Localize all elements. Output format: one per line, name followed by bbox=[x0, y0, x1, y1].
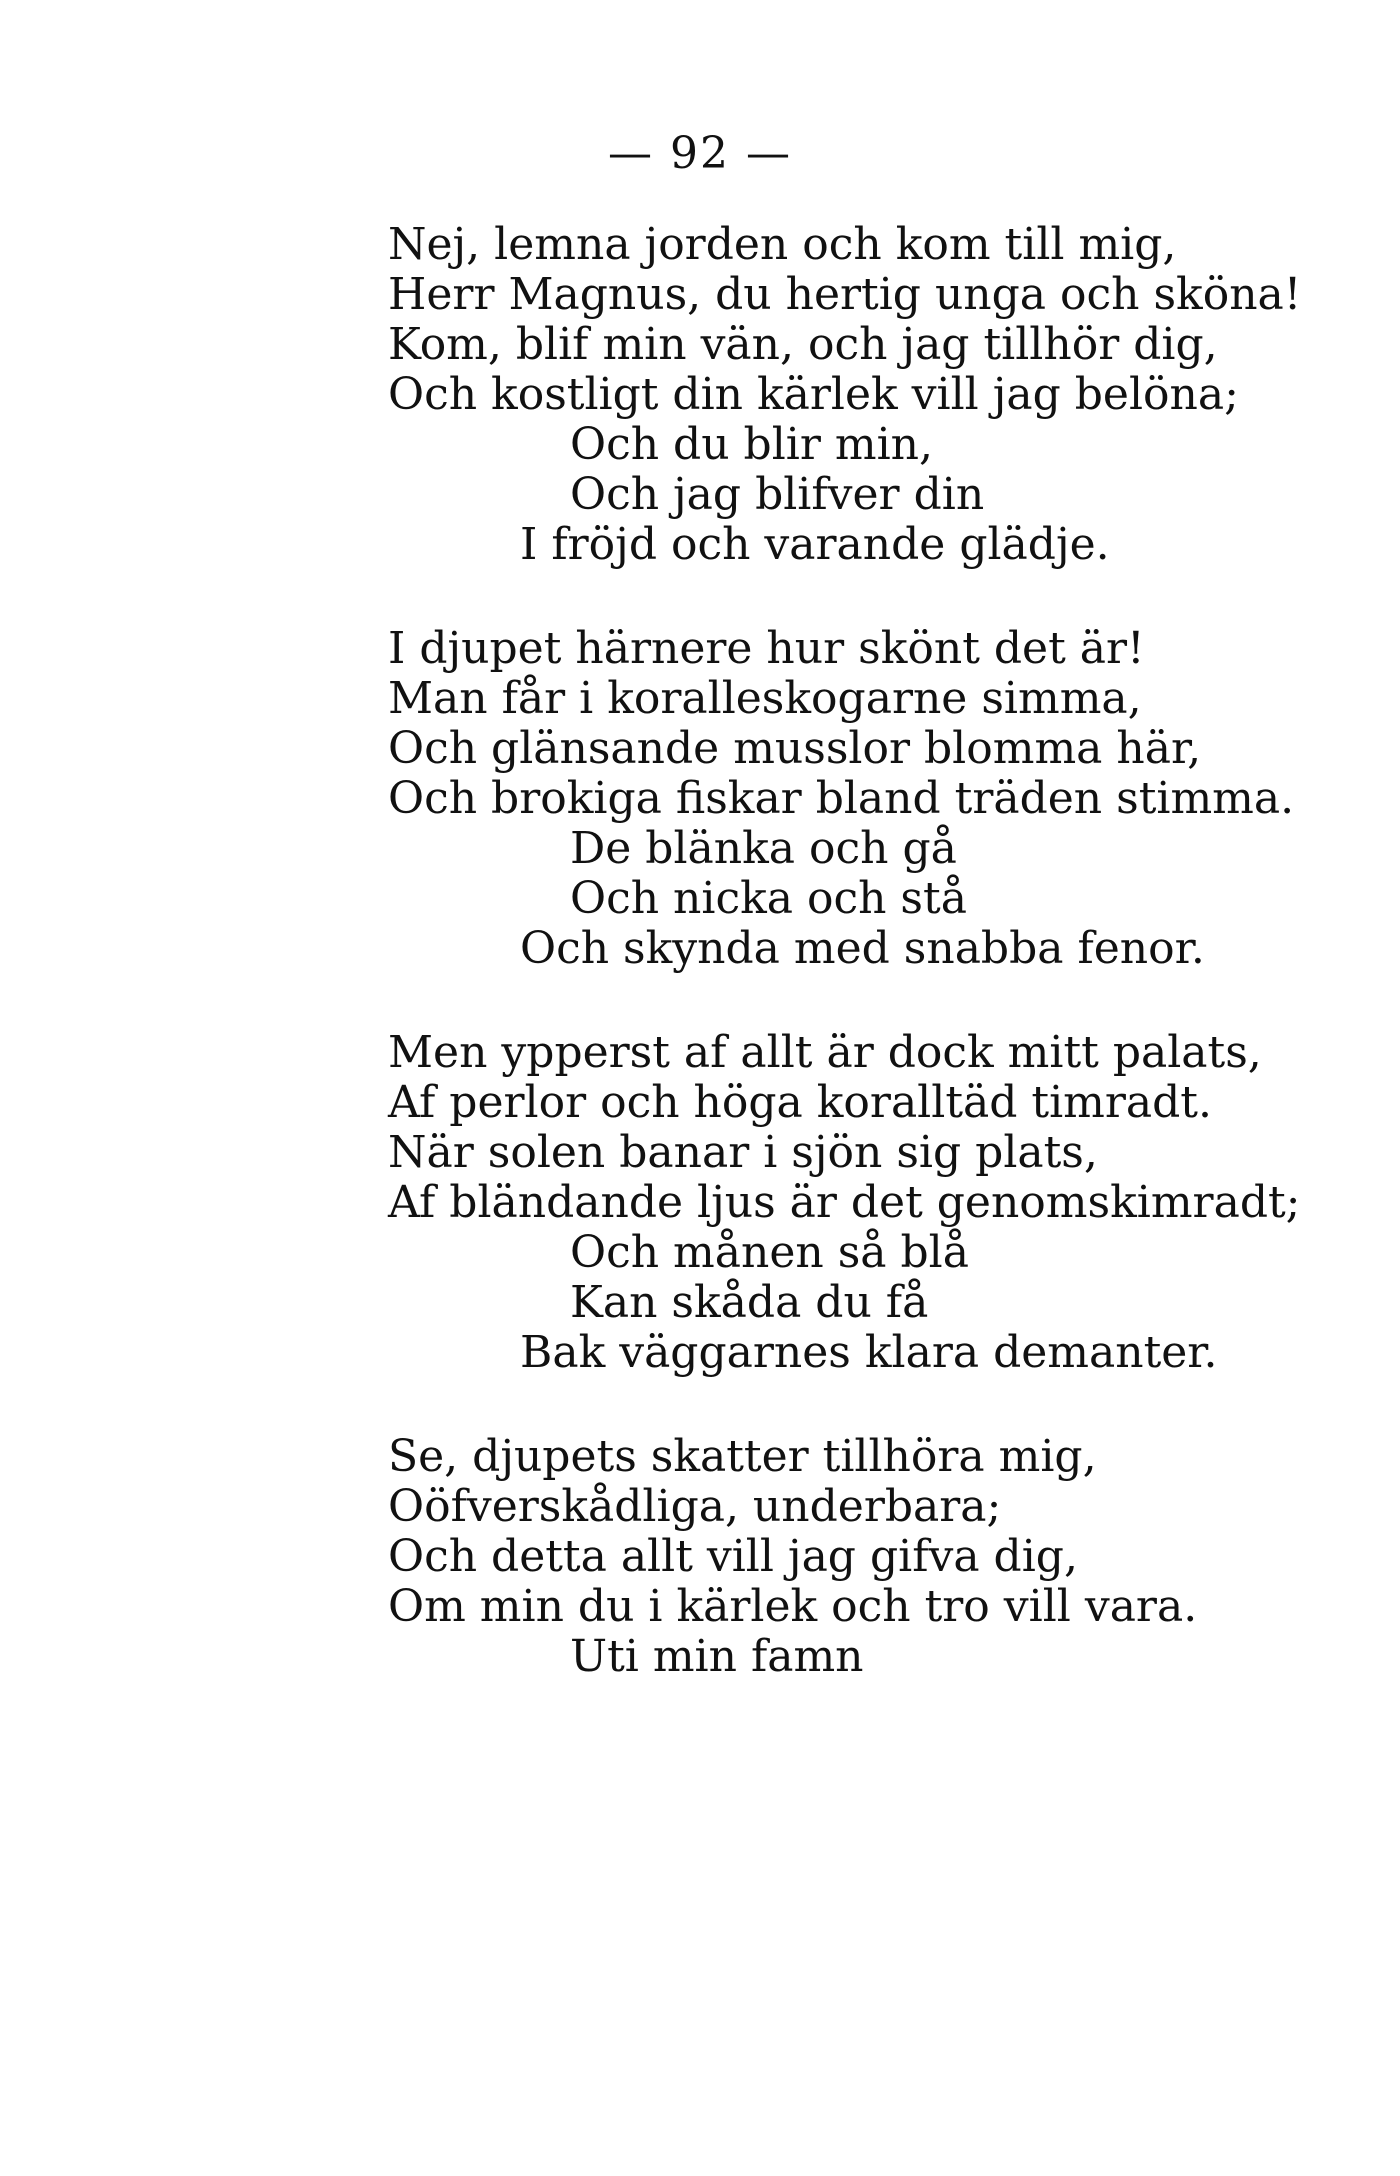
poem-line: Och detta allt vill jag gifva dig, bbox=[388, 1531, 1078, 1582]
poem-line: Man får i koralleskogarne simma, bbox=[388, 673, 1142, 724]
poem bbox=[388, 220, 1348, 1736]
poem-line: Och kostligt din kärlek vill jag belöna; bbox=[388, 369, 1239, 420]
poem-line-refrain: Uti min famn bbox=[570, 1631, 864, 1682]
poem-line: Och brokiga fiskar bland träden stimma. bbox=[388, 773, 1295, 824]
poem-line-refrain: Kan skåda du få bbox=[570, 1277, 929, 1328]
poem-line: Oöfverskådliga, underbara; bbox=[388, 1481, 1002, 1532]
poem-line-refrain: De blänka och gå bbox=[570, 823, 957, 874]
poem-line-refrain: Bak väggarnes klara demanter. bbox=[520, 1327, 1218, 1378]
poem-line: Och glänsande musslor blomma här, bbox=[388, 723, 1202, 774]
poem-line: Nej, lemna jorden och kom till mig, bbox=[388, 219, 1177, 270]
poem-line: Herr Magnus, du hertig unga och sköna! bbox=[388, 269, 1302, 320]
poem-line-refrain: I fröjd och varande glädje. bbox=[520, 519, 1110, 570]
page-number: — 92 — bbox=[608, 128, 792, 179]
poem-line: Om min du i kärlek och tro vill vara. bbox=[388, 1581, 1198, 1632]
poem-line-refrain: Och skynda med snabba fenor. bbox=[520, 923, 1205, 974]
poem-line-refrain: Och nicka och stå bbox=[570, 873, 967, 924]
poem-line: Af perlor och höga koralltäd timradt. bbox=[388, 1077, 1212, 1128]
poem-line-refrain: Och månen så blå bbox=[570, 1227, 969, 1278]
poem-line: När solen banar i sjön sig plats, bbox=[388, 1127, 1098, 1178]
stanza-3 bbox=[388, 1028, 1348, 1378]
poem-line: Se, djupets skatter tillhöra mig, bbox=[388, 1431, 1097, 1482]
poem-line: I djupet härnere hur skönt det är! bbox=[388, 623, 1145, 674]
poem-line-refrain: Och du blir min, bbox=[570, 419, 933, 470]
stanza-1 bbox=[388, 220, 1348, 570]
poem-line: Kom, blif min vän, och jag tillhör dig, bbox=[388, 319, 1218, 370]
poem-line: Af bländande ljus är det genomskimradt; bbox=[388, 1177, 1301, 1228]
poem-line: Men ypperst af allt är dock mitt palats, bbox=[388, 1027, 1262, 1078]
stanza-2 bbox=[388, 624, 1348, 974]
stanza-4 bbox=[388, 1432, 1348, 1682]
poem-line-refrain: Och jag blifver din bbox=[570, 469, 985, 520]
